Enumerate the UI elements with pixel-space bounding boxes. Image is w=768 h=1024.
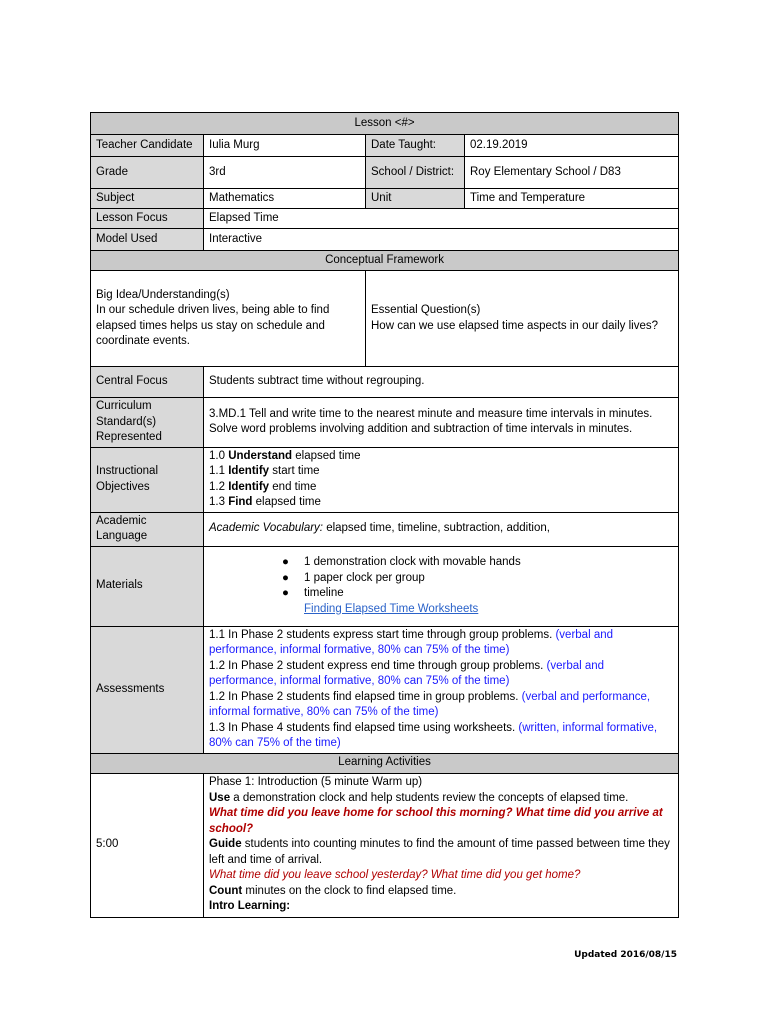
academic-language-text xyxy=(204,512,679,546)
use-step: Use a demonstration clock and help students review the concepts of elapsed time. xyxy=(209,791,629,804)
big-idea-text: In our schedule driven lives, being able to find elapsed times helps us stay on schedule and coordinate events. xyxy=(96,304,330,347)
framework-title: Conceptual Framework xyxy=(91,251,679,271)
date-value: 02.19.2019 xyxy=(465,135,679,157)
objective-item: 1.0 Understand elapsed time xyxy=(209,449,361,462)
lesson-title: Lesson <#> xyxy=(91,113,679,135)
subject-label: Subject xyxy=(91,189,204,209)
objectives-list xyxy=(204,447,679,512)
teacher-value: Iulia Murg xyxy=(204,135,366,157)
material-item: ● timeline xyxy=(304,586,673,602)
objective-item: 1.3 Find elapsed time xyxy=(209,496,321,508)
assessment-item: 1.2 In Phase 2 student express end time through group problems. (verbal and performance, informal formative, 80% can 75% of the time) xyxy=(209,659,605,687)
grade-label: Grade xyxy=(91,157,204,189)
question-2: What time did you leave school yesterday? What time did you get home? xyxy=(209,869,581,882)
school-value: Roy Elementary School / D83 xyxy=(465,157,679,189)
grade-value: 3rd xyxy=(204,157,366,189)
model-label: Model Used xyxy=(91,229,204,251)
material-item xyxy=(304,602,673,618)
curriculum-line-2: Solve word problems involving addition and subtraction of time intervals in minutes. xyxy=(209,423,633,436)
objective-item: 1.1 Identify start time xyxy=(209,465,320,477)
unit-value: Time and Temperature xyxy=(465,189,679,209)
assessment-item: 1.2 In Phase 2 students find elapsed time in group problems. (verbal and performance, informal formative, 80% can 75% of the time) xyxy=(209,690,651,718)
objective-item: 1.2 Identify end time xyxy=(209,480,317,493)
activity-time: 5:00 xyxy=(91,773,204,917)
lesson-plan-table xyxy=(90,112,679,918)
assessment-item: 1.1 In Phase 2 students express start time through group problems. (verbal and performance, informal formative, 80% can 75% of the time) xyxy=(209,628,614,656)
question-1: What time did you leave home for school this morning? What time did you arrive at school? xyxy=(209,807,663,835)
materials-label: Materials xyxy=(91,546,204,626)
guide-step: Guide students into counting minutes to find the amount of time passed between time they left and time of arrival. xyxy=(209,838,670,866)
unit-label: Unit xyxy=(366,189,465,209)
essential-question-cell xyxy=(366,271,679,367)
activities-title: Learning Activities xyxy=(91,753,679,773)
materials-cell xyxy=(204,546,679,626)
central-focus-label: Central Focus xyxy=(91,367,204,398)
date-label: Date Taught: xyxy=(366,135,465,157)
updated-footer: Updated 2016/08/15 xyxy=(574,950,677,960)
curriculum-label: Curriculum Standard(s) Represented xyxy=(91,398,204,448)
essential-question-label: Essential Question(s) xyxy=(371,304,481,316)
assessment-item: 1.3 In Phase 4 students find elapsed time using worksheets. (written, informal formative, 80% can 75% of the time) xyxy=(209,721,658,749)
material-item: ● 1 paper clock per group xyxy=(304,571,673,587)
material-item: ● 1 demonstration clock with movable hands xyxy=(304,555,673,571)
assessments-cell xyxy=(204,626,679,753)
objectives-label: Instructional Objectives xyxy=(91,447,204,512)
curriculum-text xyxy=(204,398,679,448)
worksheets-link[interactable]: Finding Elapsed Time Worksheets xyxy=(304,602,479,615)
model-value: Interactive xyxy=(204,229,679,251)
assessments-label: Assessments xyxy=(91,626,204,753)
big-idea-cell xyxy=(91,271,366,367)
count-step: Count minutes on the clock to find elapsed time. xyxy=(209,884,457,897)
bullet-icon: ● xyxy=(282,571,289,584)
bullet-icon: ● xyxy=(282,556,289,568)
essential-question-text: How can we use elapsed time aspects in our daily lives? xyxy=(371,319,659,332)
activity-phase-1 xyxy=(204,773,679,917)
curriculum-line-1: 3.MD.1 Tell and write time to the nearest minute and measure time intervals in minutes. xyxy=(209,407,653,420)
teacher-label: Teacher Candidate xyxy=(91,135,204,157)
central-focus-text: Students subtract time without regrouping. xyxy=(204,367,679,398)
focus-label: Lesson Focus xyxy=(91,209,204,229)
materials-list xyxy=(209,555,673,617)
focus-value: Elapsed Time xyxy=(204,209,679,229)
subject-value: Mathematics xyxy=(204,189,366,209)
academic-vocab-prefix: Academic Vocabulary: xyxy=(209,522,323,535)
academic-language-label: Academic Language xyxy=(91,512,204,546)
intro-learning: Intro Learning: xyxy=(209,900,291,913)
academic-vocab-list: elapsed time, timeline, subtraction, addition, xyxy=(323,522,550,535)
phase-title: Phase 1: Introduction (5 minute Warm up) xyxy=(209,776,423,789)
bullet-icon: ● xyxy=(282,587,289,599)
big-idea-label: Big Idea/Understanding(s) xyxy=(96,288,230,301)
school-label: School / District: xyxy=(366,157,465,189)
